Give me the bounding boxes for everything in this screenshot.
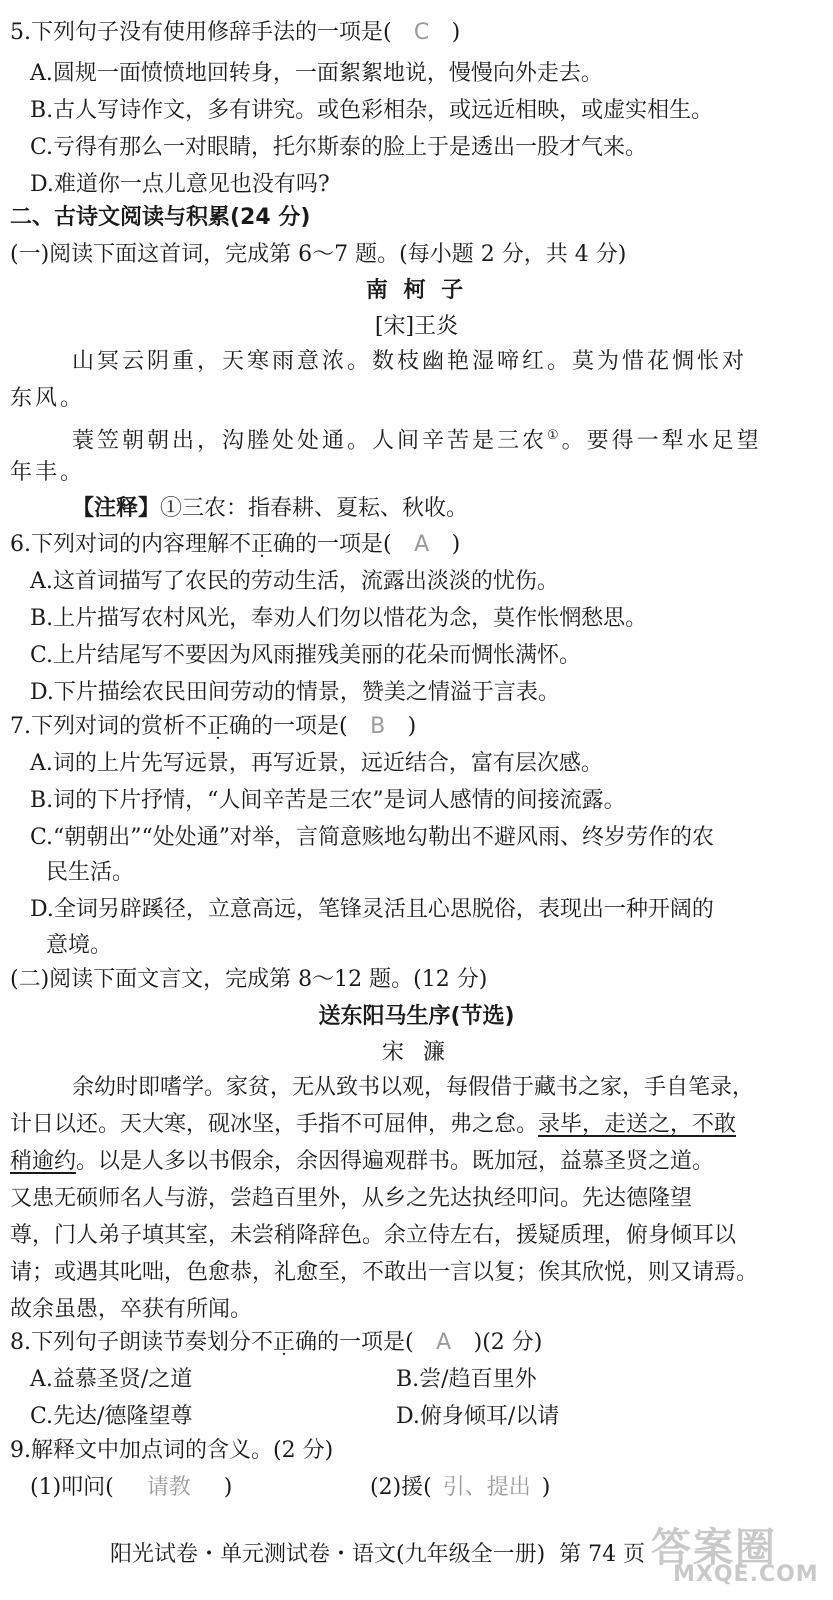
prose-line-3 bbox=[10, 1147, 714, 1177]
q7-option-d-cont: 意境。 bbox=[46, 933, 113, 958]
prose-line-6: 请；或遇其叱咄，色愈恭，礼愈至，不敢出一言以复；俟其欣悦，则又请焉。 bbox=[10, 1260, 759, 1285]
q9-item-2-answer: 引、提出 bbox=[442, 1475, 531, 1500]
q7-option-c: C.“朝朝出”“处处通”对举，言简意赅地勾勒出不避风雨、终岁劳作的农 bbox=[30, 825, 715, 850]
watermark-url: MXQE.COM bbox=[673, 1562, 819, 1587]
page-footer bbox=[110, 1540, 645, 1570]
q8-stem-emphasis: 不正确 bbox=[251, 1330, 318, 1355]
part2-intro: (二)阅读下面文言文，完成第 8～12 题。(12 分) bbox=[10, 967, 488, 992]
q7-option-c-cont: 民生活。 bbox=[46, 860, 135, 885]
section-title: 二、古诗文阅读与积累(24 分) bbox=[10, 205, 311, 230]
q5-stem-close: ) bbox=[451, 20, 461, 45]
prose-line-2 bbox=[10, 1110, 736, 1140]
prose-underlined-2: 稍逾约 bbox=[10, 1149, 77, 1174]
q8-option-d: D.俯身倾耳/以请 bbox=[396, 1404, 560, 1429]
poem-note bbox=[72, 494, 468, 524]
q9-item-2 bbox=[370, 1473, 550, 1503]
poem-author: [宋]王炎 bbox=[374, 314, 459, 339]
q6-stem-text-2: 的一项是( bbox=[295, 532, 392, 557]
prose-line-4: 又患无硕师名人与游，尝趋百里外，从乡之先达执经叩问。先达德隆望 bbox=[10, 1186, 693, 1211]
q7-stem bbox=[10, 712, 416, 742]
q5-option-b: B.古人写诗作文，多有讲究。或色彩相杂，或远近相映，或虚实相生。 bbox=[30, 98, 714, 123]
q8-stem-close: )(2 分) bbox=[473, 1330, 543, 1355]
part1-intro: (一)阅读下面这首词，完成第 6～7 题。(每小题 2 分，共 4 分) bbox=[10, 242, 627, 267]
q8-stem-text-2: 的一项是( bbox=[317, 1330, 414, 1355]
q8-option-c: C.先达/德隆望尊 bbox=[30, 1404, 193, 1429]
q8-answer: A bbox=[436, 1330, 452, 1355]
note-label: 【注释】 bbox=[72, 496, 161, 521]
q7-stem-emphasis: 不正确 bbox=[185, 714, 252, 739]
q9-item-1-label: (1)叩问( bbox=[30, 1475, 114, 1500]
watermark-logo bbox=[645, 1514, 819, 1594]
q6-option-b: B.上片描写农村风光，奉劝人们勿以惜花为念，莫作怅惘愁思。 bbox=[30, 606, 648, 631]
q9-item-2-close: ) bbox=[541, 1475, 551, 1500]
poem-line-4: 年丰。 bbox=[10, 460, 86, 485]
q5-stem bbox=[10, 18, 460, 48]
q7-stem-close: ) bbox=[407, 714, 417, 739]
q6-stem bbox=[10, 530, 460, 560]
q5-stem-text: 5.下列句子没有使用修辞手法的一项是( bbox=[10, 20, 392, 45]
q7-option-d: D.全词另辟蹊径，立意高远，笔锋灵活且心思脱俗，表现出一种开阔的 bbox=[30, 897, 714, 922]
poem-line-1: 山冥云阴重，天寒雨意浓。数枝幽艳湿啼红。莫为惜花惆怅对 bbox=[72, 349, 748, 374]
q9-item-1 bbox=[30, 1473, 232, 1503]
q5-option-c: C.亏得有那么一对眼睛，托尔斯泰的脸上于是透出一股才气来。 bbox=[30, 135, 648, 160]
poem-line-3-tail: 。要得一犁水足望 bbox=[561, 428, 762, 454]
footer-page-number: 第 74 页 bbox=[559, 1542, 646, 1567]
prose-line-7: 故余虽愚，卒获有所闻。 bbox=[10, 1297, 253, 1322]
q6-stem-close: ) bbox=[451, 532, 461, 557]
poem-note-ref: ① bbox=[547, 428, 562, 443]
q6-option-d: D.下片描绘农民田间劳动的情景，赞美之情溢于言表。 bbox=[30, 680, 560, 705]
q8-option-b: B.尝/趋百里外 bbox=[396, 1367, 537, 1392]
q7-option-a: A.词的上片先写远景，再写近景，远近结合，富有层次感。 bbox=[30, 751, 603, 776]
prose-line-3-text: 。以是人多以书假余，余因得遍观群书。既加冠，益慕圣贤之道。 bbox=[76, 1149, 715, 1174]
prose-line-1: 余幼时即嗜学。家贫，无从致书以观，每假借于藏书之家，手自笔录， bbox=[72, 1075, 755, 1100]
prose-line-5: 尊，门人弟子填其室，未尝稍降辞色。余立侍左右，援疑质理，俯身倾耳以 bbox=[10, 1223, 737, 1248]
footer-title: 阳光试卷・单元测试卷・语文(九年级全一册) bbox=[110, 1542, 546, 1567]
q9-item-2-label: (2)援( bbox=[370, 1475, 432, 1500]
q6-option-c: C.上片结尾写不要因为风雨摧残美丽的花朵而惆怅满怀。 bbox=[30, 643, 582, 668]
q6-stem-text: 6.下列对词的内容理解 bbox=[10, 532, 229, 557]
prose-line-2-text: 计日以还。天大寒，砚冰坚，手指不可屈伸，弗之怠。 bbox=[10, 1112, 539, 1137]
q6-option-a: A.这首词描写了农民的劳动生活，流露出淡淡的忧伤。 bbox=[30, 569, 559, 594]
q6-stem-emphasis: 不正确 bbox=[229, 532, 296, 557]
q6-answer: A bbox=[414, 532, 430, 557]
q8-stem-text: 8.下列句子朗读节奏划分 bbox=[10, 1330, 251, 1355]
q5-option-a: A.圆规一面愤愤地回转身，一面絮絮地说，慢慢向外走去。 bbox=[30, 61, 603, 86]
q9-item-1-answer: 请教 bbox=[146, 1475, 191, 1500]
prose-underlined-1: 录毕，走送之，不敢 bbox=[538, 1112, 737, 1137]
poem-line-2: 东风。 bbox=[10, 386, 86, 411]
prose-author: 宋 濂 bbox=[382, 1040, 451, 1065]
q7-stem-text: 7.下列对词的赏析 bbox=[10, 714, 185, 739]
q7-answer: B bbox=[370, 714, 386, 739]
q5-answer: C bbox=[413, 20, 430, 45]
q9-stem: 9.解释文中加点词的含义。(2 分) bbox=[10, 1438, 334, 1463]
q7-option-b: B.词的下片抒情，“人间辛苦是三农”是词人感情的间接流露。 bbox=[30, 788, 626, 813]
prose-title: 送东阳马生序(节选) bbox=[318, 1004, 515, 1029]
watermark-text: 答案圈 bbox=[651, 1525, 777, 1571]
q7-stem-text-2: 的一项是( bbox=[251, 714, 348, 739]
q8-option-a: A.益慕圣贤/之道 bbox=[30, 1367, 193, 1392]
q9-item-1-close: ) bbox=[223, 1475, 233, 1500]
poem-line-3 bbox=[72, 421, 762, 454]
q8-stem bbox=[10, 1328, 542, 1358]
q5-option-d: D.难道你一点儿意见也没有吗? bbox=[30, 172, 330, 197]
note-text: ①三农：指春耕、夏耘、秋收。 bbox=[160, 496, 469, 521]
poem-title: 南 柯 子 bbox=[365, 278, 468, 303]
poem-line-3-text: 蓑笠朝朝出，沟塍处处通。人间辛苦是三农 bbox=[72, 428, 548, 454]
